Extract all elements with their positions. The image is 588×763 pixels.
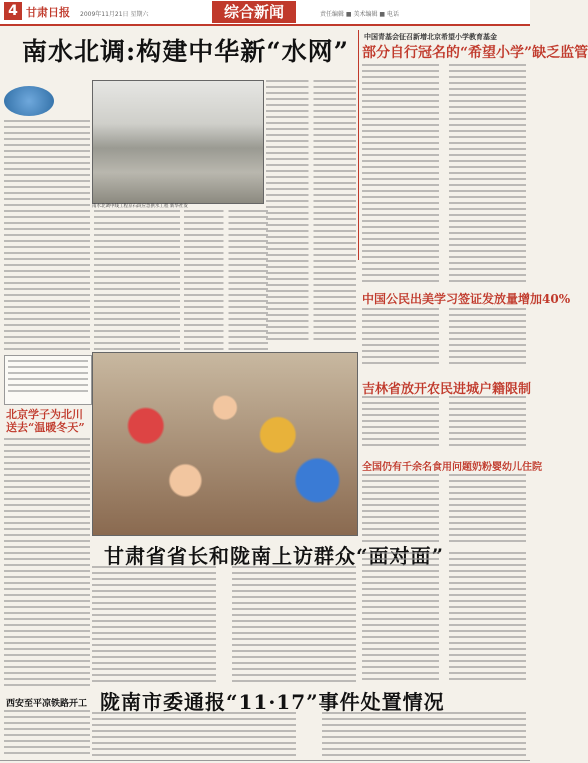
- school-headline: 部分自行冠名的“希望小学”缺乏监管: [362, 45, 588, 61]
- gansu-body: [92, 566, 356, 682]
- masthead: 甘肃日报: [26, 6, 70, 19]
- page-number: 4: [4, 2, 22, 20]
- beijing-headline: 北京学子为北川送去“温暖冬天”: [6, 408, 85, 434]
- gansu-body-right: [362, 552, 526, 682]
- milk-headline: 全国仍有千余名食用问题奶粉婴幼儿住院: [362, 462, 542, 473]
- school-subhead: 中国青基会征召新增北京希望小学教育基金: [364, 33, 497, 41]
- lead-headline: 南水北调:构建中华新“水网”: [22, 37, 349, 66]
- longnan-body: [92, 712, 526, 758]
- footer-rule: [0, 760, 530, 761]
- lead-body-col2: [94, 210, 180, 350]
- xian-headline: 西安至平凉铁路开工: [6, 699, 88, 709]
- column-rule: [358, 30, 359, 260]
- patent-body: [362, 308, 526, 368]
- xian-body: [4, 710, 90, 758]
- longnan-headline: 陇南市委通报“11·17”事件处置情况: [100, 690, 445, 714]
- date-line: 2009年11月21日 星期六: [80, 11, 149, 18]
- milk-body: [362, 474, 526, 544]
- school-body: [362, 64, 526, 282]
- editor-line: 责任编辑 ■ 美术编辑 ■ 电话: [320, 11, 399, 18]
- water-badge-icon: [4, 86, 54, 116]
- jilin-headline: 吉林省放开农民进城户籍限制: [362, 382, 532, 397]
- photo-caption: 南水北调中线工程京石段应急供水工程 新华社发: [92, 204, 188, 209]
- lead-body-col3: [184, 210, 268, 350]
- patent-headline: 中国公民出美学习签证发放量增加40%: [362, 292, 571, 306]
- gansu-headline: 甘肃省省长和陇南上访群众“面对面”: [104, 544, 445, 568]
- lead-body-col1: [4, 120, 90, 350]
- beijing-body: [4, 438, 90, 690]
- children-photo: [92, 352, 358, 536]
- beijing-intro: [8, 360, 88, 396]
- section-title: 综合新闻: [212, 1, 296, 23]
- reservoir-photo: [92, 80, 264, 204]
- lead-body-col4: [266, 80, 356, 340]
- jilin-body: [362, 396, 526, 450]
